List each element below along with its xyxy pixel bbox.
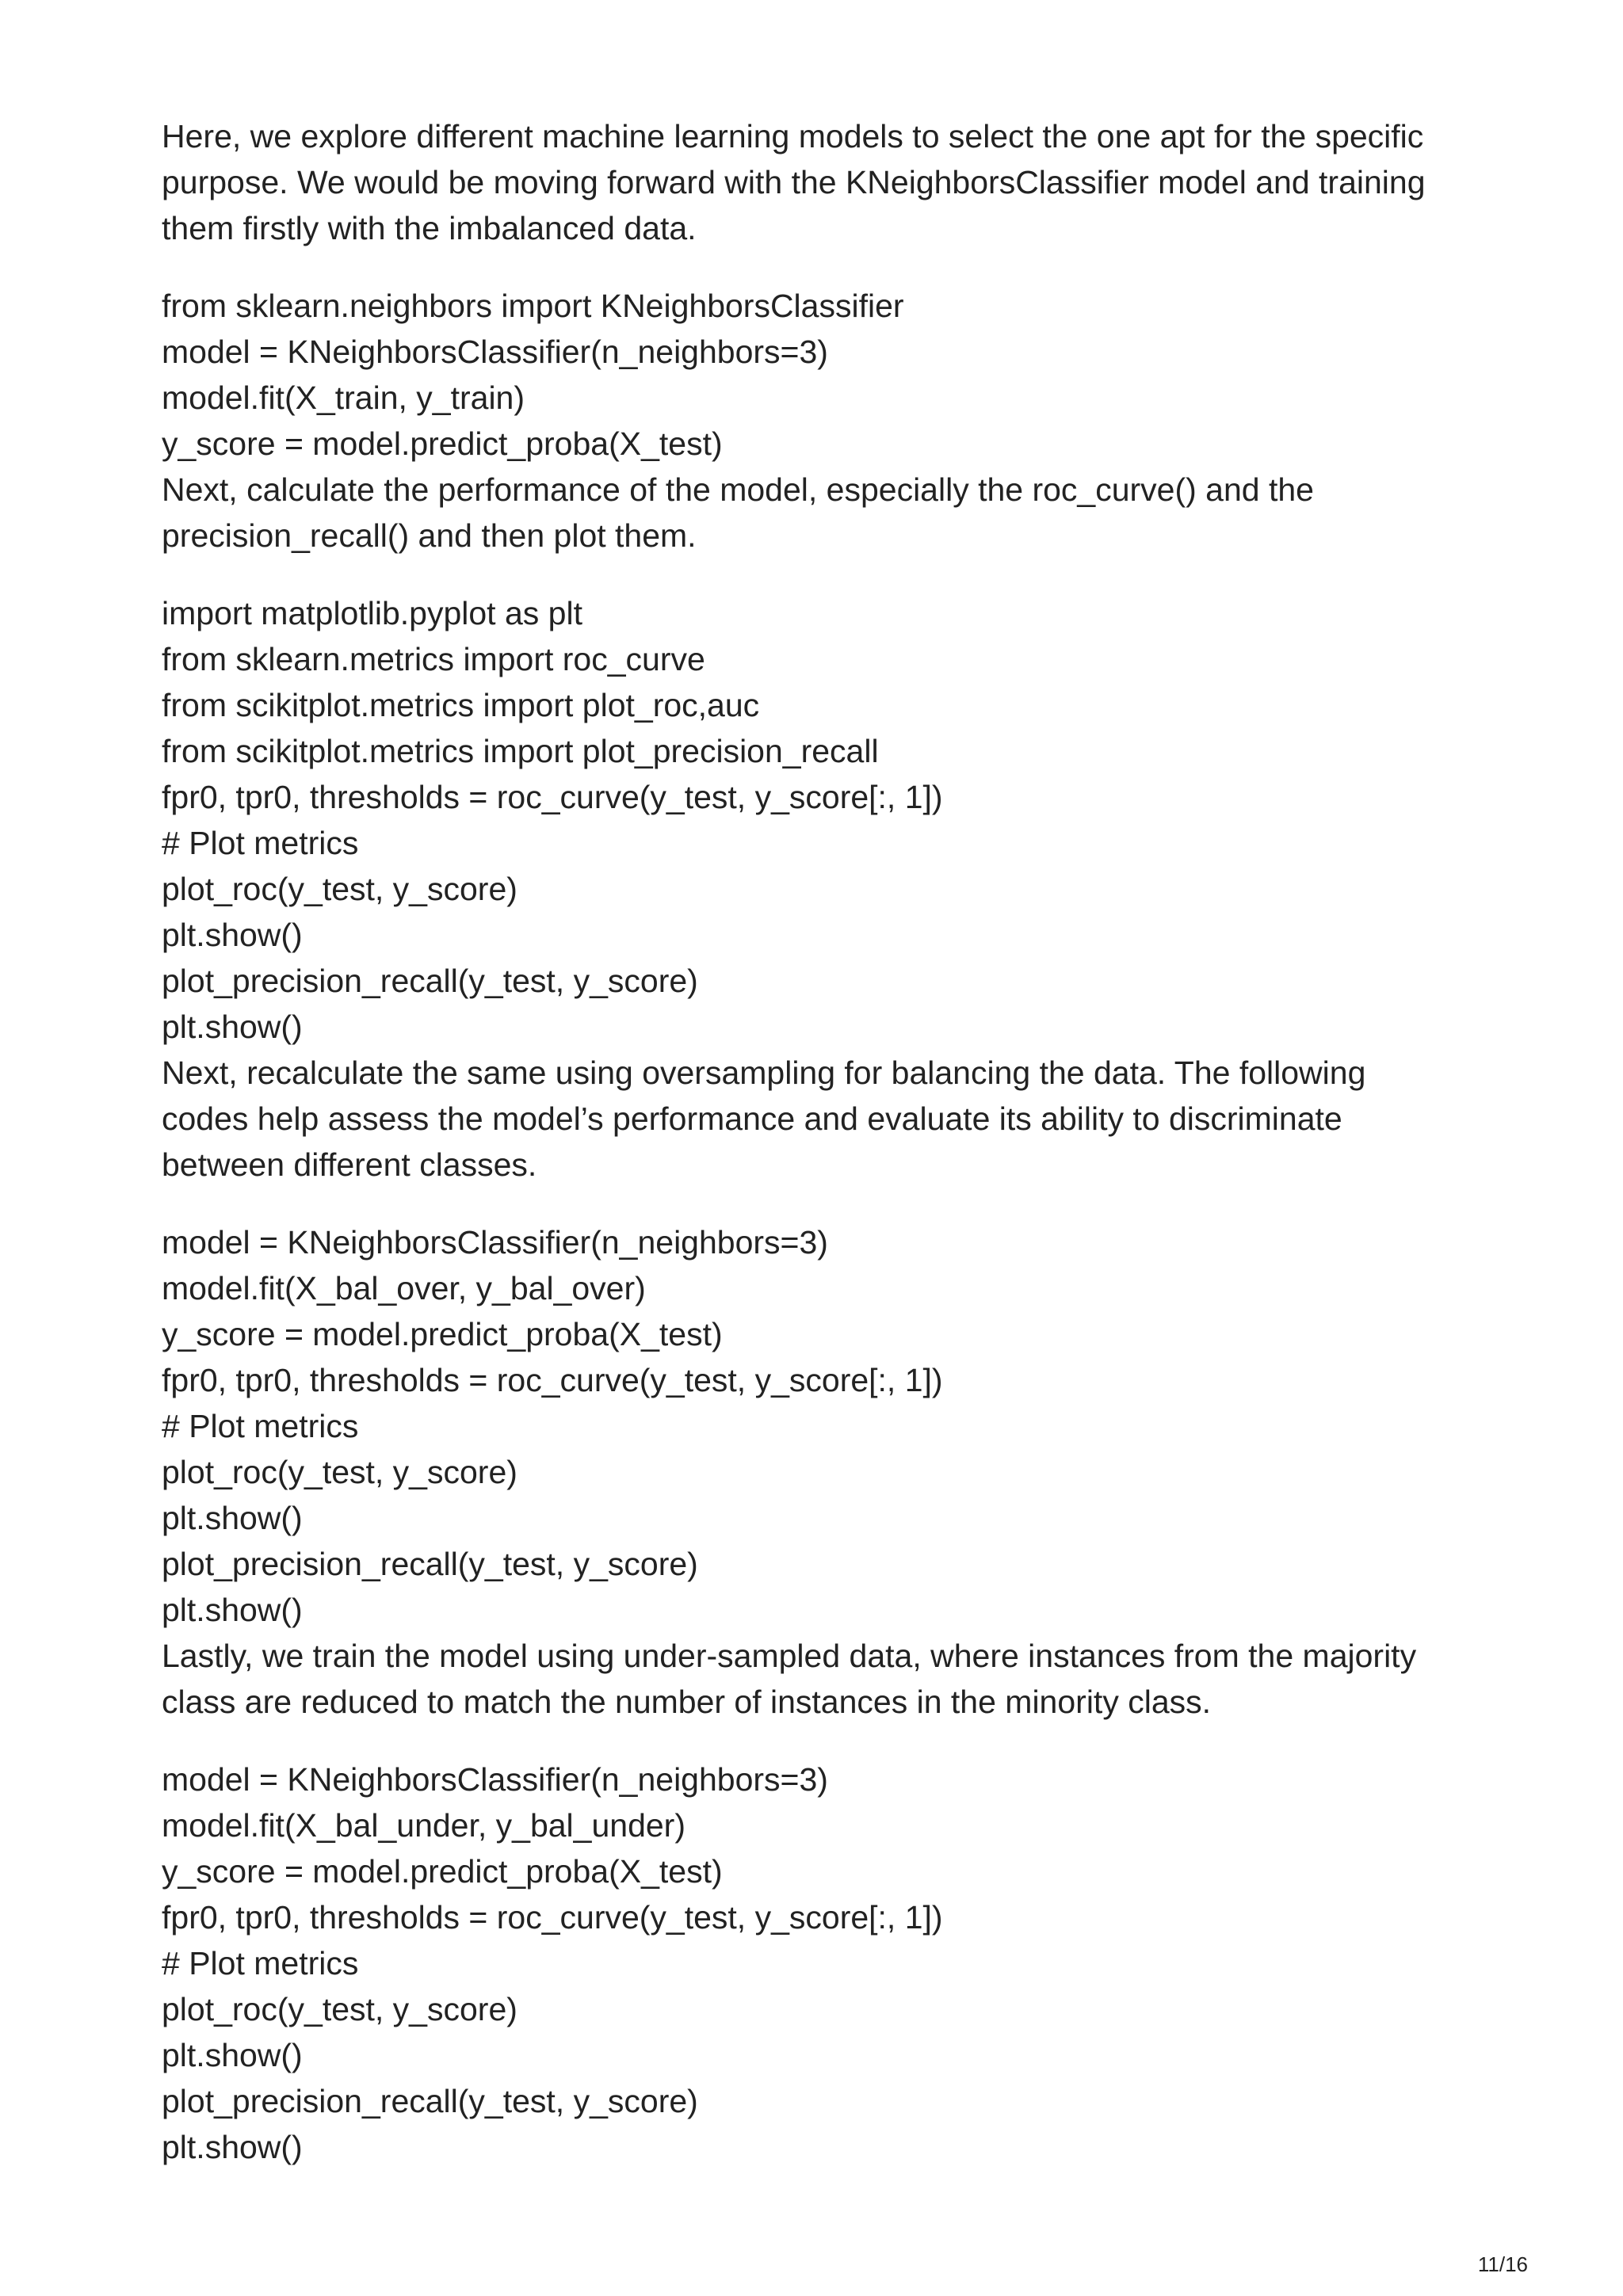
code-block (162, 283, 1461, 559)
text-line: purpose. We would be moving forward with the KNeighborsClassifier model and training (162, 164, 1426, 200)
text-line: plt.show() (162, 1592, 303, 1628)
text-line: Here, we explore different machine learning models to select the one apt for the specific (162, 118, 1424, 154)
text-line: from scikitplot.metrics import plot_roc,auc (162, 687, 760, 723)
text-line: plot_precision_recall(y_test, y_score) (162, 2083, 698, 2119)
code-block (162, 1756, 1461, 2170)
text-line: plt.show() (162, 917, 303, 953)
paragraph-gap (162, 1188, 1461, 1219)
text-line: y_score = model.predict_proba(X_test) (162, 425, 723, 462)
paragraph-gap (162, 559, 1461, 590)
text-line: from scikitplot.metrics import plot_precision_recall (162, 733, 879, 769)
text-line: from sklearn.neighbors import KNeighborsClassifier (162, 288, 904, 324)
text-line: precision_recall() and then plot them. (162, 517, 697, 554)
text-line: plot_precision_recall(y_test, y_score) (162, 1546, 698, 1582)
text-line: plt.show() (162, 2129, 303, 2165)
text-line: y_score = model.predict_proba(X_test) (162, 1316, 723, 1352)
text-line: Next, calculate the performance of the model, especially the roc_curve() and the (162, 471, 1314, 508)
text-line: from sklearn.metrics import roc_curve (162, 641, 705, 677)
text-line: plot_precision_recall(y_test, y_score) (162, 963, 698, 999)
text-line: plt.show() (162, 1500, 303, 1536)
text-line: plot_roc(y_test, y_score) (162, 871, 517, 907)
text-line: codes help assess the model’s performance and evaluate its ability to discriminate (162, 1100, 1342, 1137)
text-line: plot_roc(y_test, y_score) (162, 1991, 517, 2027)
text-line: plot_roc(y_test, y_score) (162, 1454, 517, 1490)
text-line: fpr0, tpr0, thresholds = roc_curve(y_test, y_score[:, 1]) (162, 779, 943, 815)
text-line: between different classes. (162, 1146, 537, 1183)
text-line: model = KNeighborsClassifier(n_neighbors=3) (162, 334, 828, 370)
paragraph-gap (162, 1725, 1461, 1756)
text-line: plt.show() (162, 2037, 303, 2073)
text-line: Next, recalculate the same using oversampling for balancing the data. The following (162, 1055, 1366, 1091)
text-line: import matplotlib.pyplot as plt (162, 595, 582, 631)
code-block (162, 590, 1461, 1188)
text-line: model.fit(X_train, y_train) (162, 379, 525, 416)
text-line: class are reduced to match the number of instances in the minority class. (162, 1684, 1212, 1720)
text-line: model.fit(X_bal_under, y_bal_under) (162, 1807, 685, 1844)
text-line: Lastly, we train the model using under-sampled data, where instances from the majority (162, 1638, 1417, 1674)
text-line: # Plot metrics (162, 1408, 359, 1444)
page-number: 11/16 (1477, 2252, 1528, 2276)
text-line: # Plot metrics (162, 1945, 359, 1981)
text-line: fpr0, tpr0, thresholds = roc_curve(y_test, y_score[:, 1]) (162, 1362, 943, 1398)
text-line: # Plot metrics (162, 825, 359, 861)
text-line: y_score = model.predict_proba(X_test) (162, 1853, 723, 1890)
code-block (162, 1219, 1461, 1725)
text-line: model.fit(X_bal_over, y_bal_over) (162, 1270, 646, 1306)
text-line: model = KNeighborsClassifier(n_neighbors=3) (162, 1224, 828, 1261)
text-line: model = KNeighborsClassifier(n_neighbors=3) (162, 1761, 828, 1798)
text-line: fpr0, tpr0, thresholds = roc_curve(y_test, y_score[:, 1]) (162, 1899, 943, 1936)
text-line: plt.show() (162, 1009, 303, 1045)
paragraph (162, 113, 1461, 251)
text-line: them firstly with the imbalanced data. (162, 210, 697, 246)
paragraph-gap (162, 251, 1461, 283)
document-body (162, 113, 1461, 2170)
